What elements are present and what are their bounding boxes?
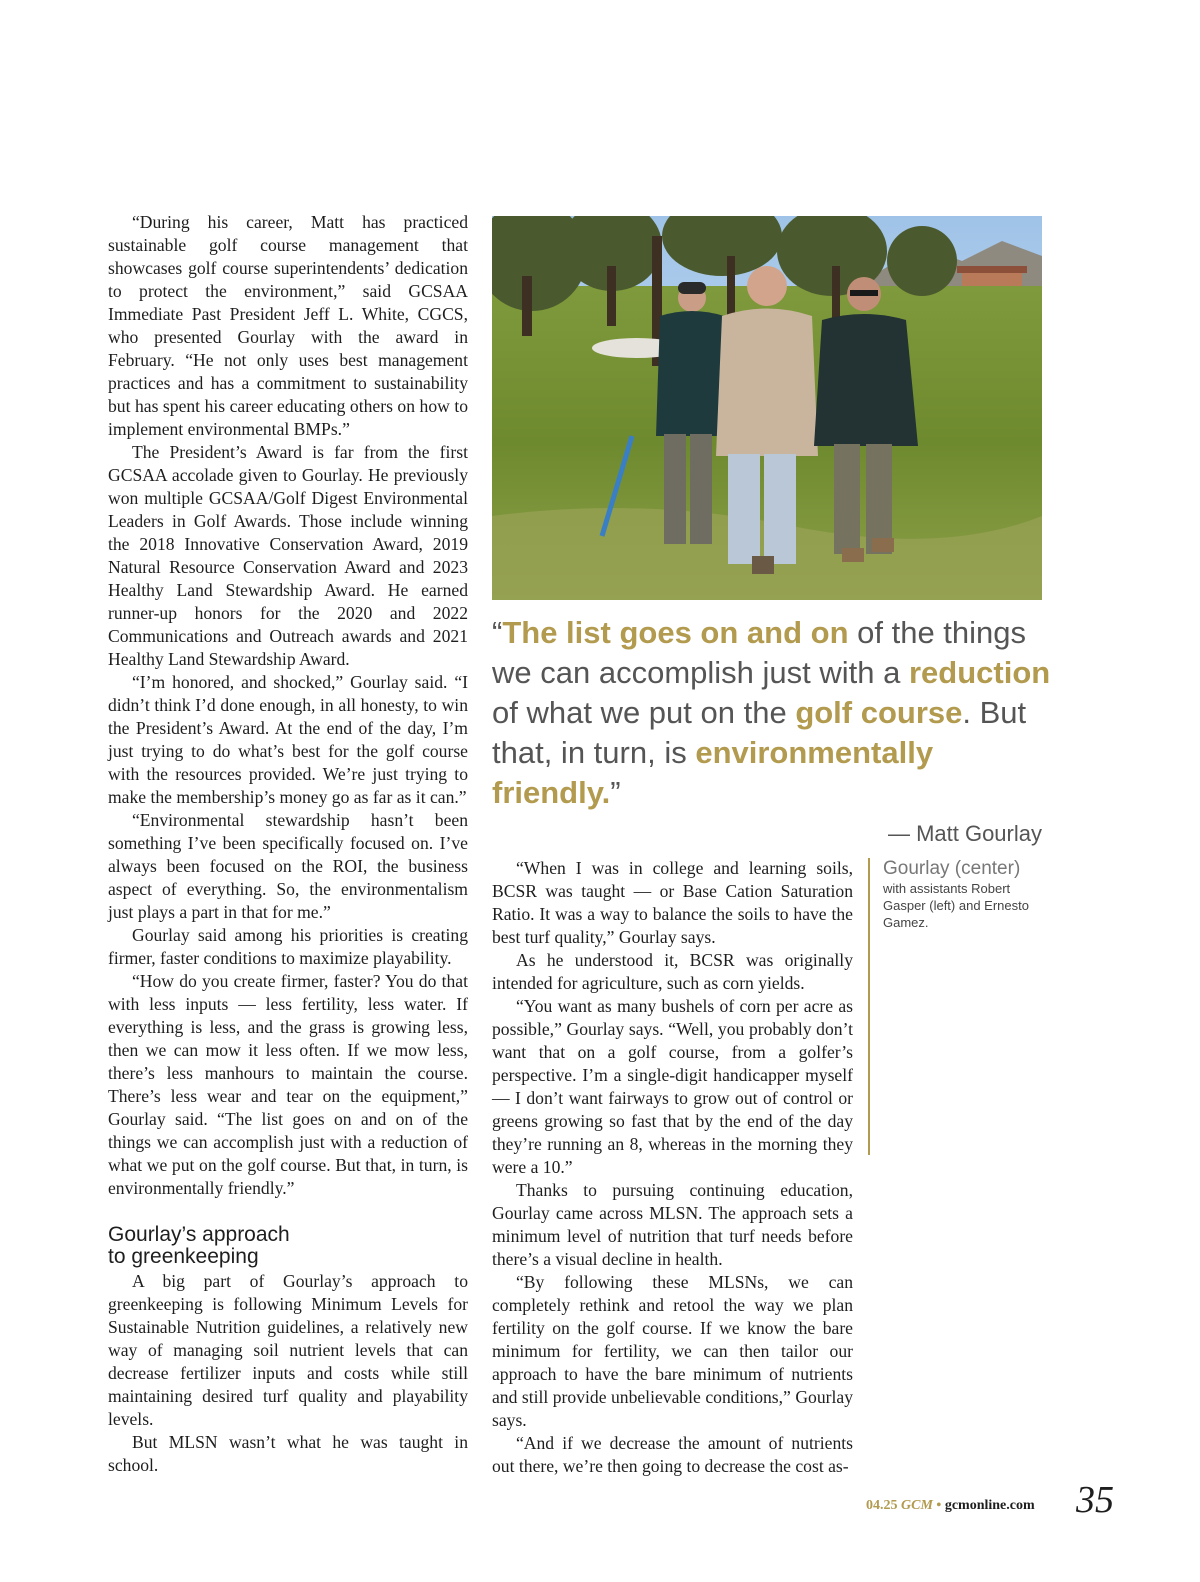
article-left-column — [108, 211, 468, 1477]
body-paragraph: “You want as many bushels of corn per acre as possible,” Gourlay says. “Well, you probably don’t want that on a golf course, from a golfer’s perspective. I’m a single-digit handicapper myself — I don’t want fairways to grow out of control or greens growing so fast that by the end of the day they’re running an 8, whereas in the morning they were a 10.” — [492, 996, 853, 1177]
article-middle-column — [492, 857, 853, 1478]
pull-quote-highlight: golf course — [795, 695, 963, 730]
pull-quote-close-mark: ” — [610, 775, 621, 810]
section-heading-line-1: Gourlay’s approach — [108, 1223, 290, 1246]
body-paragraph: Gourlay said among his priorities is creating firmer, faster conditions to maximize playability. — [108, 925, 468, 968]
pull-quote-attribution: — Matt Gourlay — [887, 821, 1042, 846]
body-paragraph: As he understood it, BCSR was originally intended for agriculture, such as corn yields. — [492, 950, 853, 993]
body-paragraph: “I’m honored, and shocked,” Gourlay said. “I didn’t think I’d done enough, in all honesty, to win the President’s Award. At the end of the day, I’m just trying to do what’s best for the golf course with the resources provided. We’re just trying to make the membership’s money go as far as it can.” — [108, 672, 468, 807]
pull-quote-text: of the things we can accomplish just with a — [492, 615, 1027, 690]
pull-quote-text: . But that, in turn, is — [492, 695, 1027, 770]
body-paragraph: “Environmental stewardship hasn’t been something I’ve been specifically focused on. I’ve always been focused on the ROI, the business aspect of everything. So, the environmentalism just plays a part in that for me.” — [108, 810, 468, 922]
pull-quote-text: of what we put on the — [492, 695, 796, 730]
section-heading — [108, 1224, 468, 1268]
pull-quote — [492, 613, 1052, 813]
body-paragraph: But MLSN wasn’t what he was taught in school. — [108, 1432, 468, 1475]
footer-separator: • — [936, 1498, 942, 1513]
photo-caption — [868, 858, 1043, 1155]
caption-body: with assistants Robert Gasper (left) and Ernesto Gamez. — [883, 881, 1029, 930]
page-number: 35 — [1076, 1479, 1114, 1521]
website-link[interactable]: gcmonline.com — [944, 1498, 1035, 1513]
body-paragraph: “By following these MLSNs, we can completely rethink and retool the way we plan fertility on the golf course. If we know the bare minimum for fertility, we can then tailor our approach to have the bare minimum of nutrients and still provide unbelievable conditions,” Gourlay says. — [492, 1272, 853, 1430]
body-paragraph: “How do you create firmer, faster? You do that with less inputs — less fertility, less water. If everything is less, and the grass is growing less, then we can mow it less often. If we mow less, there’s less manhours to maintain the course. There’s less wear and tear on the equipment,” Gourlay said. “The list goes on and on of the things we can accomplish just with a reduction of what we put on the golf course. But that, in turn, is environmentally friendly.” — [108, 971, 468, 1198]
body-paragraph: “During his career, Matt has practiced sustainable golf course management that showcases golf course superintendents’ dedication to protect the environment,” said GCSAA Immediate Past President Jeff L. White, CGCS, who presented Gourlay with the award in February. “He not only uses best management practices and has a commitment to sustainability but has spent his career educating others on how to implement environmental BMPs.” — [108, 212, 468, 439]
body-paragraph: Thanks to pursuing continuing education, Gourlay came across MLSN. The approach sets a minimum level of nutrition that turf needs before there’s a visual decline in health. — [492, 1180, 853, 1269]
folio-text — [866, 1498, 1035, 1514]
body-paragraph: The President’s Award is far from the first GCSAA accolade given to Gourlay. He previously won multiple GCSAA/Golf Digest Environmental Leaders in Golf Awards. Those include winning the 2018 Innovative Conservation Award, 2019 Natural Resource Conservation Award and 2023 Healthy Land Stewardship Award. He earned runner-up honors for the 2020 and 2022 Communications and Outreach awards and 2021 Healthy Land Stewardship Award. — [108, 442, 468, 669]
magazine-name: GCM — [901, 1498, 933, 1513]
pull-quote-highlight: environmentally friendly. — [492, 735, 934, 810]
body-paragraph: “And if we decrease the amount of nutrients out there, we’re then going to decrease the cost as- — [492, 1433, 853, 1476]
section-heading-line-2: to greenkeeping — [108, 1245, 259, 1268]
article-photo — [492, 216, 1042, 600]
body-paragraph: A big part of Gourlay’s approach to greenkeeping is following Minimum Levels for Sustainable Nutrition guidelines, a relatively new way of managing soil nutrient levels that can decrease fertilizer inputs and costs while still maintaining desired turf quality and playability levels. — [108, 1271, 468, 1429]
body-paragraph: “When I was in college and learning soils, BCSR was taught — or Base Cation Saturation Ratio. It was a way to balance the soils to have the best turf quality,” Gourlay says. — [492, 858, 853, 947]
golf-course-photo — [492, 216, 1042, 600]
issue-date: 04.25 — [866, 1498, 898, 1513]
pull-quote-highlight: The list goes on and on — [502, 615, 849, 650]
pull-quote-open-mark: “ — [492, 615, 503, 650]
pull-quote-highlight: reduction — [908, 655, 1051, 690]
page-footer — [866, 1479, 1126, 1522]
caption-title: Gourlay (center) — [883, 858, 1021, 879]
